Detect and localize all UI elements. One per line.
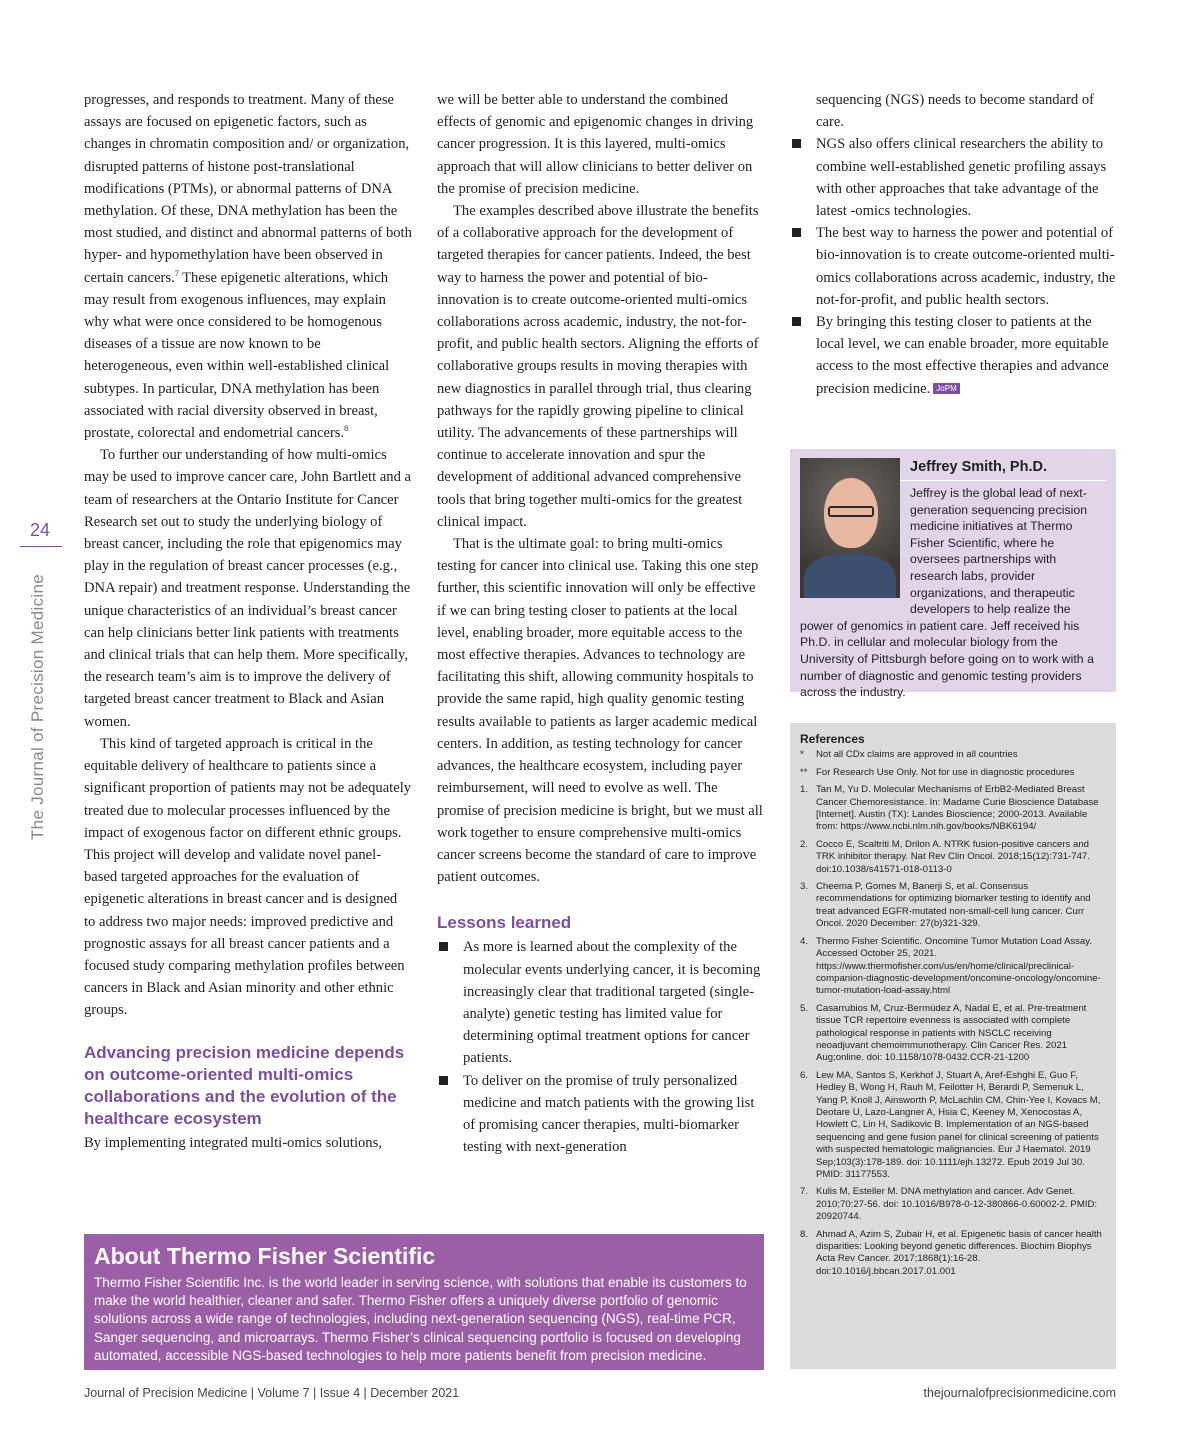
about-company-box xyxy=(84,1234,764,1370)
square-bullet-icon xyxy=(439,942,448,951)
paragraph xyxy=(84,89,412,444)
citation-sup: 7 xyxy=(174,268,179,278)
reference-marker: ** xyxy=(800,766,808,778)
reference-item xyxy=(800,1003,1106,1065)
column-2 xyxy=(437,89,763,1158)
references-title: References xyxy=(800,732,865,746)
list-item-text: To deliver on the promise of truly personalized medicine and match patients with the growing list of promising cancer therapies, multi-biomarker testing with next-generation xyxy=(463,1072,755,1156)
reference-marker: 2. xyxy=(800,838,809,850)
list-item xyxy=(437,1070,763,1159)
reference-marker: 6. xyxy=(800,1069,809,1081)
reference-marker: 7. xyxy=(800,1186,809,1198)
reference-marker: 4. xyxy=(800,935,809,947)
reference-item xyxy=(800,1229,1106,1279)
square-bullet-icon xyxy=(792,317,801,326)
journal-name: The Journal of Precision Medicine xyxy=(28,574,47,840)
reference-text: Ahmad A, Azim S, Zubair H, et al. Epigenetic basis of cancer health disparities: Looking beyond genetic differences. Biochim Biophys Acta Rev Cancer. 2017;1868(1):16-28. doi:10.1016/j.bbcan.2017.01.001 xyxy=(816,1228,1102,1277)
reference-marker: * xyxy=(800,749,804,761)
column-1 xyxy=(84,89,412,1154)
list-item xyxy=(790,222,1116,311)
reference-text: Kulis M, Esteller M. DNA methylation and cancer. Adv Genet. 2010;70:27-56. doi: 10.1016/B978-0-12-380866-0.60002-2. PMID: 20920744. xyxy=(816,1186,1098,1223)
references-list xyxy=(800,749,1106,1278)
author-bio-text: Jeffrey is the global lead of next-generation sequencing precision medicine initiatives at Thermo Fisher Scientific, where he oversees partnerships with research labs, provider organizations, and therapeutic developers to help realize the power of genomics in patient care. Jeff received his Ph.D. in cellular and molecular biology from the University of Pittsburgh before going on to work with a number of diagnostic and genomic testing providers across the industry. xyxy=(800,486,1094,700)
paragraph: By implementing integrated multi-omics solutions, xyxy=(84,1134,382,1151)
reference-text: Casarrubios M, Cruz-Bermúdez A, Nadal E, et al. Pre-treatment tissue TCR repertoire evenness is associated with complete pathological response in patients with NSCLC receiving neoadjuvant chemoimmunotherapy. Clin Cancer Res. 2021 Aug;online. doi: 10.1158/1078-0432.CCR-21-1200 xyxy=(816,1002,1087,1064)
square-bullet-icon xyxy=(792,228,801,237)
reference-text: Tan M, Yu D. Molecular Mechanisms of ErbB2-Mediated Breast Cancer Chemoresistance. In: Madame Curie Bioscience Database [Internet]. Austin (TX): Landes Bioscience; 2000-2013. Available from: https://www.ncbi.nlm.nih.gov/books/NBK6194/ xyxy=(816,784,1099,833)
about-title: About Thermo Fisher Scientific xyxy=(94,1243,436,1269)
list-item xyxy=(790,133,1116,222)
list-item xyxy=(790,311,1116,400)
paragraph: This kind of targeted approach is critical in the equitable delivery of healthcare to patients since a significant proportion of patients may not be adequately treated due to molecular processes influenced by the impact of exogenous factor on different ethnic groups. This project will develop and validate novel panel-based targeted approaches for the evaluation of epigenetic alterations in breast cancer and is designed to address two major needs: improved predictive and prognostic assays for all breast cancer patients and a focused study comparing methylation profiles between cancers in Black and Asian minority and other ethnic groups. xyxy=(84,735,412,1019)
paragraph: The examples described above illustrate the benefits of a collaborative approach for the development of targeted therapies for cancer patients. Indeed, the best way to harness the power and potential of bio-innovation is to create outcome-oriented multi-omics collaborations across academic, industry, the not-for-profit, and public health sectors. Aligning the efforts of collaborative groups results in moving therapies with new diagnostics in parallel through trial, thus clearing pathways for the rapidly growing pipeline to clinical utility. The advancements of these partnerships will continue to accelerate innovation and spur the development of additional advanced comprehensive tools that bring together multi-omics for the greatest clinical impact. xyxy=(437,203,759,530)
reference-text: Thermo Fisher Scientific. Oncomine Tumor Mutation Load Assay. Accessed October 25, 2021. https://www.thermofisher.com/us/en/home/clinical/preclinical-companion-diagnostic-development/oncomine-oncology/oncomine-tumor-mutation-load-assay.html xyxy=(816,935,1101,997)
list-item-text: sequencing (NGS) needs to become standard of care. xyxy=(816,92,1095,131)
reference-text: Cocco E, Scaltriti M, Drilon A. NTRK fusion-positive cancers and TRK inhibitor therapy. Nat Rev Clin Oncol. 2018;15(12):731-747. doi:10.1038/s41571-018-0113-0 xyxy=(816,838,1090,875)
reference-item xyxy=(800,749,1106,761)
column-3 xyxy=(790,89,1116,400)
list-item-text: The best way to harness the power and potential of bio-innovation is to create outcome-oriented multi-omics collaborations across academic, industry, the not-for-profit, and public health sectors. xyxy=(816,225,1116,308)
photo-glasses xyxy=(828,506,874,517)
reference-text: Lew MA, Santos S, Kerkhof J, Stuart A, Aref-Eshghi E, Guo F, Hedley B, Wong H, Rauh M, Feilotter H, Berardi P, Semenuk L, Yang P, Knoll J, Ainsworth P, McLachlin CM, Chin-Yee I, Kovacs M, Deotare U, Lazo-Langner A, Hsia C, Keeney M, Xenocostas A, Howlett C, Lin H, Sadikovic B. Implementation of an NGS-based sequencing and gene fusion panel for clinical screening of patients with suspected hematologic malignancies. Eur J Haematol. 2019 Sep;103(3):178-189. doi: 10.1111/ejh.13272. Epub 2019 Jul 30. PMID: 31177553. xyxy=(816,1069,1101,1180)
page-number-rule xyxy=(20,546,62,547)
list-item xyxy=(437,936,763,1069)
reference-item xyxy=(800,881,1106,931)
reference-marker: 1. xyxy=(800,784,809,796)
about-text: Thermo Fisher Scientific Inc. is the world leader in serving science, with solutions that enable its customers to make the world healthier, cleaner and safer. Thermo Fisher offers a uniquely diverse portfolio of genomic solutions across a wide range of technologies, including next-generation sequencing (NGS), real-time PCR, Sanger sequencing, and microarrays. Thermo Fisher’s clinical sequencing portfolio is focused on developing automated, accessible NGS-based technologies to help more patients benefit from precision medicine. xyxy=(94,1275,747,1363)
list-item-text: NGS also offers clinical researchers the ability to combine well-established genetic profiling assays with other approaches that take advantage of the latest -omics technologies. xyxy=(816,136,1107,220)
bullet-list xyxy=(790,89,1116,400)
photo-shirt xyxy=(804,554,896,598)
jopm-logo: JoPM xyxy=(933,383,959,394)
references-box xyxy=(790,723,1116,1369)
list-item-text: As more is learned about the complexity of the molecular events underlying cancer, it is becoming increasingly clear that traditional targeted (single-analyte) genetic testing has limited value for determining optimal treatment options for cancer patients. xyxy=(463,939,761,1067)
reference-marker: 3. xyxy=(800,881,809,893)
reference-item xyxy=(800,1186,1106,1223)
reference-item xyxy=(800,936,1106,998)
paragraph: To further our understanding of how multi-omics may be used to improve cancer care, John Bartlett and a team of researchers at the Ontario Institute for Cancer Research set out to study the underlying biology of breast cancer, including the role that epigenomics may play in the regulation of breast cancer processes (e.g., DNA repair) and treatment response. Understanding the unique characteristics of an individual’s breast cancer can help clinicians better link patients with treatments and clinical trials that can help them. More specifically, the research team’s aim is to improve the delivery of targeted breast cancer treatment to Black and Asian women. xyxy=(84,447,412,730)
list-item-text: By bringing this testing closer to patients at the local level, we can enable broader, more equitable access to the most effective therapies and advance precision medicine. xyxy=(816,314,1109,397)
reference-item xyxy=(800,784,1106,834)
section-heading: Advancing precision medicine depends on outcome-oriented multi-omics collaborations and the evolution of the healthcare ecosystem xyxy=(84,1042,405,1128)
list-item-continued xyxy=(790,89,1116,133)
author-name: Jeffrey Smith, Ph.D. xyxy=(800,458,1106,481)
section-heading: Lessons learned xyxy=(437,913,572,933)
author-photo xyxy=(800,458,900,598)
paragraph: we will be better able to understand the combined effects of genomic and epigenomic changes in driving cancer progression. It is this layered, multi-omics approach that will allow clinicians to better deliver on the promise of precision medicine. xyxy=(437,92,754,197)
footer-citation: Journal of Precision Medicine | Volume 7 | Issue 4 | December 2021 xyxy=(84,1386,460,1400)
citation-sup: 8 xyxy=(344,424,349,434)
author-bio-box xyxy=(790,449,1116,700)
paragraph: That is the ultimate goal: to bring multi-omics testing for cancer into clinical use. Taking this one step further, this scientific innovation will only be effective if we can bring testing closer to patients at the local level, enabling broader, more equitable access to the most effective therapies. Advances to technology are facilitating this shift, allowing community hospitals to provide the same rapid, high quality genomic testing results available to patients as larger academic medical centers. In addition, as testing technology for cancer advances, the healthcare ecosystem, including payer reimbursement, will need to evolve as well. The promise of precision medicine is bright, but we must all work together to ensure comprehensive multi-omics cancer screens become the standard of care to improve patient outcomes. xyxy=(437,536,763,886)
square-bullet-icon xyxy=(439,1076,448,1085)
text-run: These epigenetic alterations, which may result from exogenous influences, may explain why what were once considered to be homogenous diseases of a tissue are now known to be heterogeneous, even within well-established clinical subtypes. In particular, DNA methylation has been associated with racial diversity observed in breast, prostate, colorectal and endometrial cancers. xyxy=(84,269,390,442)
square-bullet-icon xyxy=(792,139,801,148)
sidebar-journal-title xyxy=(28,560,56,840)
bullet-list xyxy=(437,936,763,1158)
reference-marker: 8. xyxy=(800,1228,809,1240)
reference-item xyxy=(800,839,1106,876)
reference-text: For Research Use Only. Not for use in diagnostic procedures xyxy=(816,766,1075,778)
reference-item xyxy=(800,767,1106,779)
page-number: 24 xyxy=(30,520,51,540)
reference-text: Not all CDx claims are approved in all countries xyxy=(816,749,1018,761)
text-run: progresses, and responds to treatment. Many of these assays are focused on epigenetic factors, such as changes in chromatin composition and/ or organization, disrupted patterns of histone post-translational modifications (PTMs), or abnormal patterns of DNA methylation. Of these, DNA methylation has been the most studied, and distinct and abnormal patterns of both hyper- and hypomethylation have been observed in certain cancers. xyxy=(84,92,412,286)
reference-text: Cheema P, Gomes M, Banerji S, et al. Consensus recommendations for optimizing biomarker testing to identify and treat advanced EGFR-mutated non-small-cell lung cancer. Curr Oncol. 2020 December: 27(b)321-329. xyxy=(816,881,1091,930)
reference-marker: 5. xyxy=(800,1002,809,1014)
reference-item xyxy=(800,1070,1106,1182)
footer-website-link[interactable]: thejournalofprecisionmedicine.com xyxy=(923,1386,1116,1400)
